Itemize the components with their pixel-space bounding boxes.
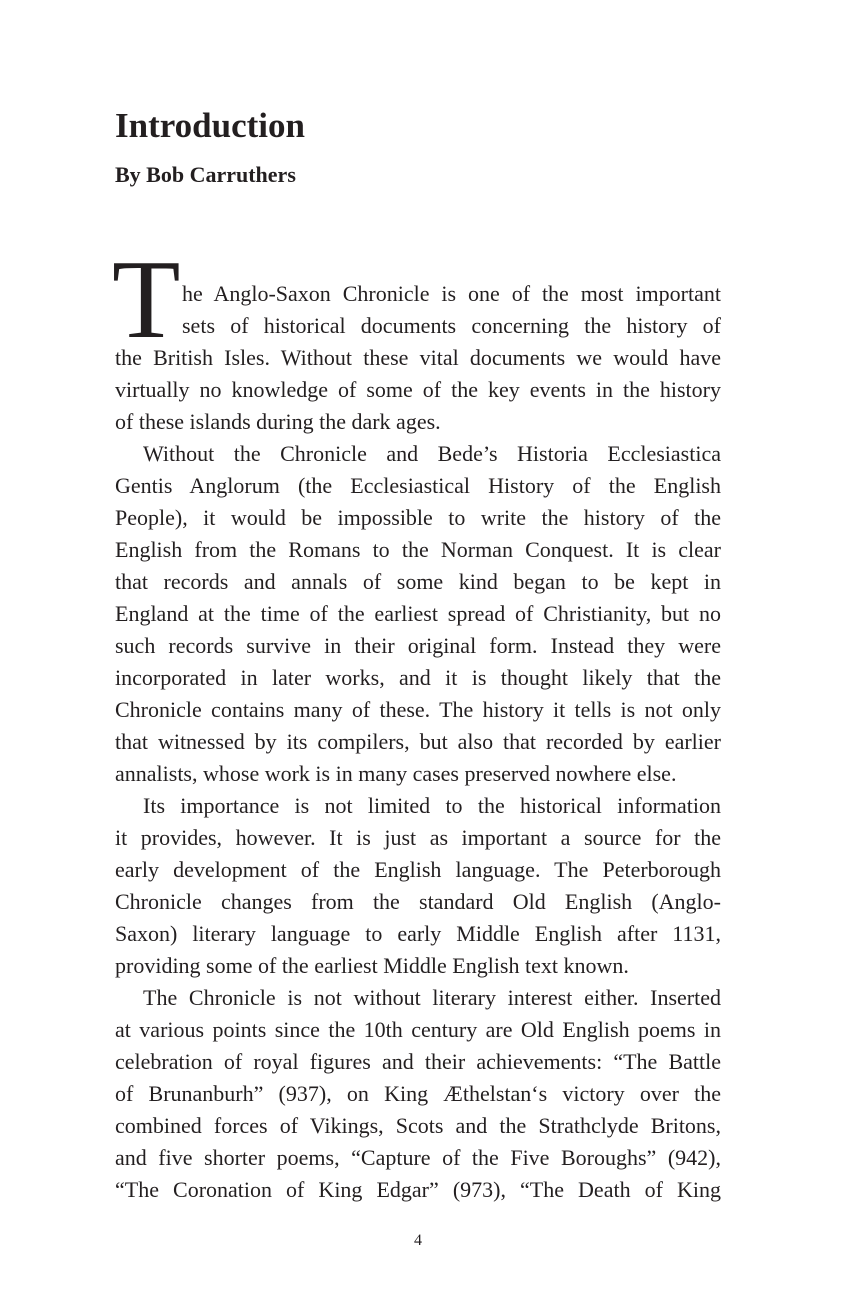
text-line: virtually no knowledge of some of the key events in the history [115, 377, 721, 402]
text-line: of Brunanburh” (937), on King Æthelstan‘s victory over the [115, 1081, 721, 1106]
body-text [112, 238, 721, 1206]
text-line: the British Isles. Without these vital documents we would have [115, 345, 721, 370]
text-line: and five shorter poems, “Capture of the Five Boroughs” (942), [115, 1145, 721, 1170]
text-line: People), it would be impossible to write the history of the [115, 505, 721, 530]
author-byline: By Bob Carruthers [115, 162, 296, 187]
drop-cap: T [112, 238, 181, 362]
text-line: he Anglo-Saxon Chronicle is one of the most important [182, 281, 721, 306]
text-line: annalists, whose work is in many cases preserved nowhere else. [115, 761, 677, 786]
paragraph [112, 238, 721, 438]
text-line: English from the Romans to the Norman Conquest. It is clear [115, 537, 721, 562]
text-line: early development of the English language. The Peterborough [115, 857, 721, 882]
text-line: Saxon) literary language to early Middle English after 1131, [115, 921, 721, 946]
text-line: Chronicle changes from the standard Old English (Anglo- [115, 889, 721, 914]
text-line: that records and annals of some kind began to be kept in [115, 569, 721, 594]
text-line: at various points since the 10th century are Old English poems in [115, 1017, 721, 1042]
text-line: Its importance is not limited to the historical information [143, 793, 721, 818]
page-number: 4 [414, 1232, 422, 1249]
page-title: Introduction [115, 106, 305, 145]
text-line: it provides, however. It is just as important a source for the [115, 825, 721, 850]
paragraph [115, 438, 721, 790]
text-line: “The Coronation of King Edgar” (973), “The Death of King [115, 1177, 721, 1202]
text-line: of these islands during the dark ages. [115, 409, 441, 434]
text-line: The Chronicle is not without literary interest either. Inserted [143, 985, 721, 1010]
text-line: providing some of the earliest Middle English text known. [115, 953, 629, 978]
text-line: England at the time of the earliest spread of Christianity, but no [115, 601, 721, 626]
text-line: celebration of royal figures and their achievements: “The Battle [115, 1049, 721, 1074]
text-line: incorporated in later works, and it is thought likely that the [115, 665, 721, 690]
text-line: Chronicle contains many of these. The history it tells is not only [115, 697, 721, 722]
text-line: that witnessed by its compilers, but also that recorded by earlier [115, 729, 721, 754]
text-line: combined forces of Vikings, Scots and the Strathclyde Britons, [115, 1113, 721, 1138]
text-line: Without the Chronicle and Bede’s Historia Ecclesiastica [143, 441, 721, 466]
paragraph [115, 790, 721, 982]
text-line: Gentis Anglorum (the Ecclesiastical History of the English [115, 473, 721, 498]
paragraph [115, 982, 721, 1206]
text-line: such records survive in their original form. Instead they were [115, 633, 721, 658]
text-line: sets of historical documents concerning the history of [182, 313, 721, 338]
